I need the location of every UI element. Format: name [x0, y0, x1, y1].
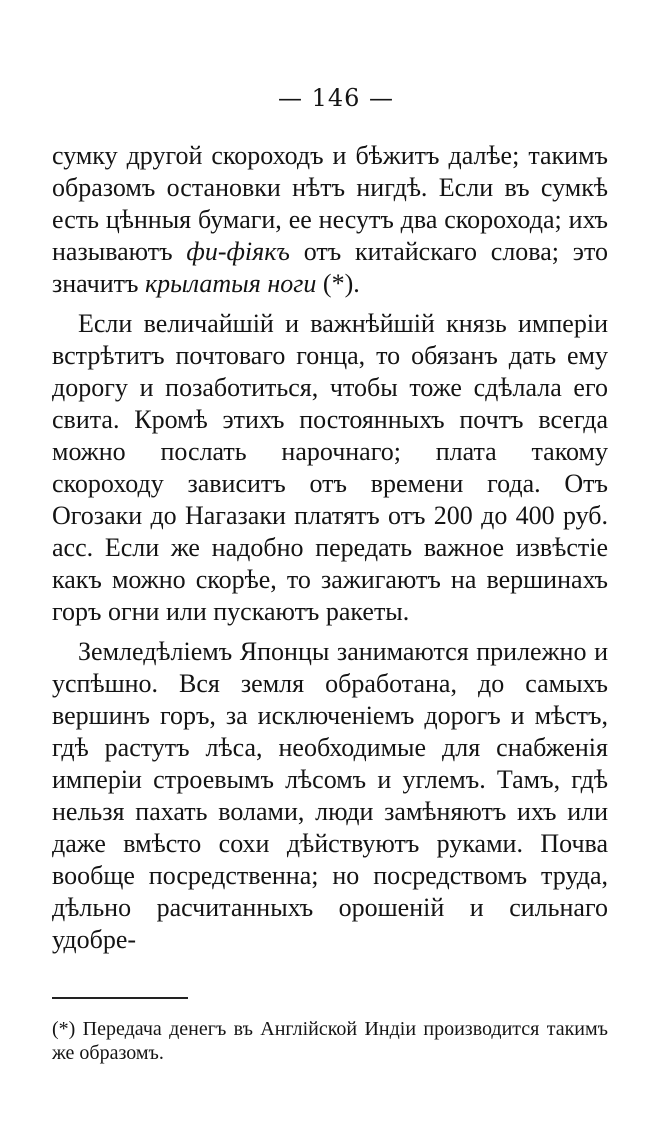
- paragraph-1: [52, 140, 608, 300]
- body-text: [52, 140, 608, 964]
- footnote-reference: (*).: [316, 269, 360, 298]
- text-segment: Земледѣліемъ Японцы занимаются прилежно и успѣшно. Вся земля обработана, до самыхъ вершинъ горъ, за исключеніемъ дорогъ и мѣстъ, гдѣ растутъ лѣса, необходимые для снабженія имперіи строевымъ лѣсомъ и углемъ. Тамъ, гдѣ нельзя пахать волами, люди замѣняютъ ихъ или даже вмѣсто сохи дѣйствуютъ руками. Почва вообще посредственна; но посредствомъ труда, дѣльно расчитанныхъ орошеній и сильнаго удобре-: [52, 637, 608, 954]
- footnote: (*) Передача денегъ въ Англійской Индіи производится такимъ же образомъ.: [52, 1018, 608, 1064]
- paragraph-3: [52, 636, 608, 956]
- text-segment: сумку другой скороходъ и бѣжитъ далѣе; такимъ образомъ остановки нѣтъ нигдѣ. Если въ сумкѣ есть цѣнныя бумаги, ее несутъ два скорохода; ихъ называютъ: [52, 141, 608, 266]
- italic-term-fi-fiyak: фи-фіякъ: [186, 237, 290, 266]
- paragraph-2: [52, 308, 608, 628]
- text-segment: Если величайшій и важнѣйшій князь имперіи встрѣтитъ почтоваго гонца, то обязанъ дать ему дорогу и позаботиться, чтобы тоже сдѣлала его свита. Кромѣ этихъ постоянныхъ почтъ всегда можно послать нарочнаго; плата такому скороходу зависитъ отъ времени года. Отъ Огозаки до Нагазаки платятъ отъ 200 до 400 руб. асс. Если же надобно передать важное извѣстіе какъ можно скорѣе, то зажигаютъ на вершинахъ горъ огни или пускаютъ ракеты.: [52, 309, 608, 626]
- text-segment: отъ китайскаго слова; это значитъ: [52, 237, 608, 298]
- italic-term-krylatye-nogi: крылатыя ноги: [144, 269, 317, 298]
- footnote-divider: [52, 997, 188, 999]
- page-number: — 146 —: [277, 84, 395, 112]
